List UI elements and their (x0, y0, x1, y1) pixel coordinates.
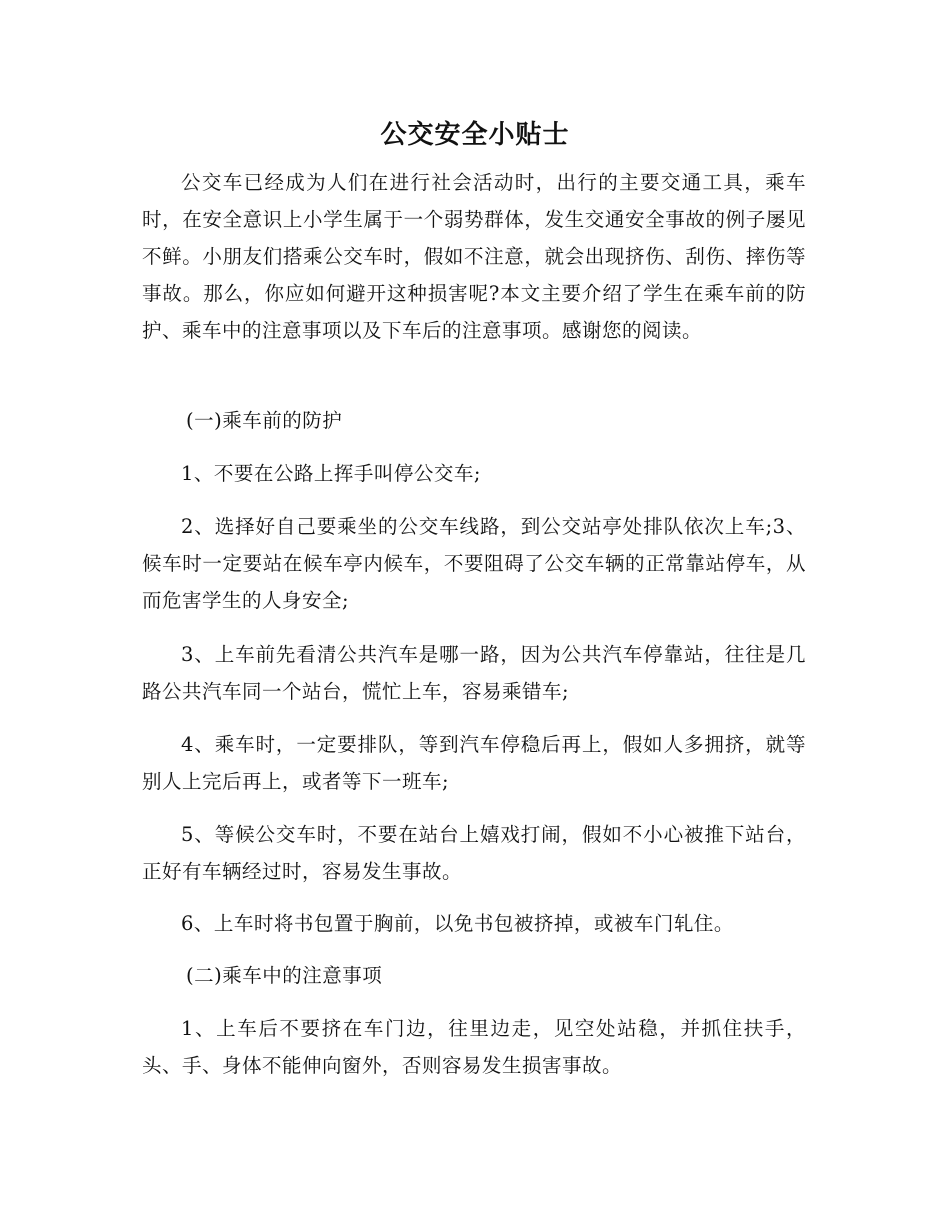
list-item: 1、不要在公路上挥手叫停公交车; (181, 462, 481, 485)
intro-paragraph: 公交车已经成为人们在进行社会活动时，出行的主要交通工具，乘车时，在安全意识上小学生属于一个弱势群体，发生交通安全事故的例子屡见不鲜。小朋友们搭乘公交车时，假如不注意，就会出现挤伤、刮伤、摔伤等事故。那么，你应如何避开这种损害呢?本文主要介绍了学生在乘车前的防护、乘车中的注意事项以及下车后的注意事项。感谢您的阅读。 (142, 171, 806, 342)
list-item: 4、乘车时，一定要排队，等到汽车停稳后再上，假如人多拥挤，就等别人上完后再上，或者等下一班车; (142, 733, 806, 793)
list-item: 5、等候公交车时，不要在站台上嬉戏打闹，假如不小心被推下站台，正好有车辆经过时，容易发生事故。 (142, 823, 806, 883)
list-item: 3、上车前先看清公共汽车是哪一路，因为公共汽车停靠站，往往是几路公共汽车同一个站台，慌忙上车，容易乘错车; (142, 643, 806, 703)
section-heading-during-ride: (二)乘车中的注意事项 (186, 964, 383, 987)
list-item: 6、上车时将书包置于胸前，以免书包被挤掉，或被车门轧住。 (181, 912, 734, 935)
list-item: 2、选择好自己要乘坐的公交车线路，到公交站亭处排队依次上车;3、候车时一定要站在候车亭内候车，不要阻碍了公交车辆的正常靠站停车，从而危害学生的人身安全; (142, 515, 806, 612)
list-item: 1、上车后不要挤在车门边，往里边走，见空处站稳，并抓住扶手，头、手、身体不能伸向窗外，否则容易发生损害事故。 (142, 1017, 806, 1077)
section-heading-before-boarding: (一)乘车前的防护 (186, 409, 343, 432)
document-title: 公交安全小贴士 (380, 120, 570, 150)
